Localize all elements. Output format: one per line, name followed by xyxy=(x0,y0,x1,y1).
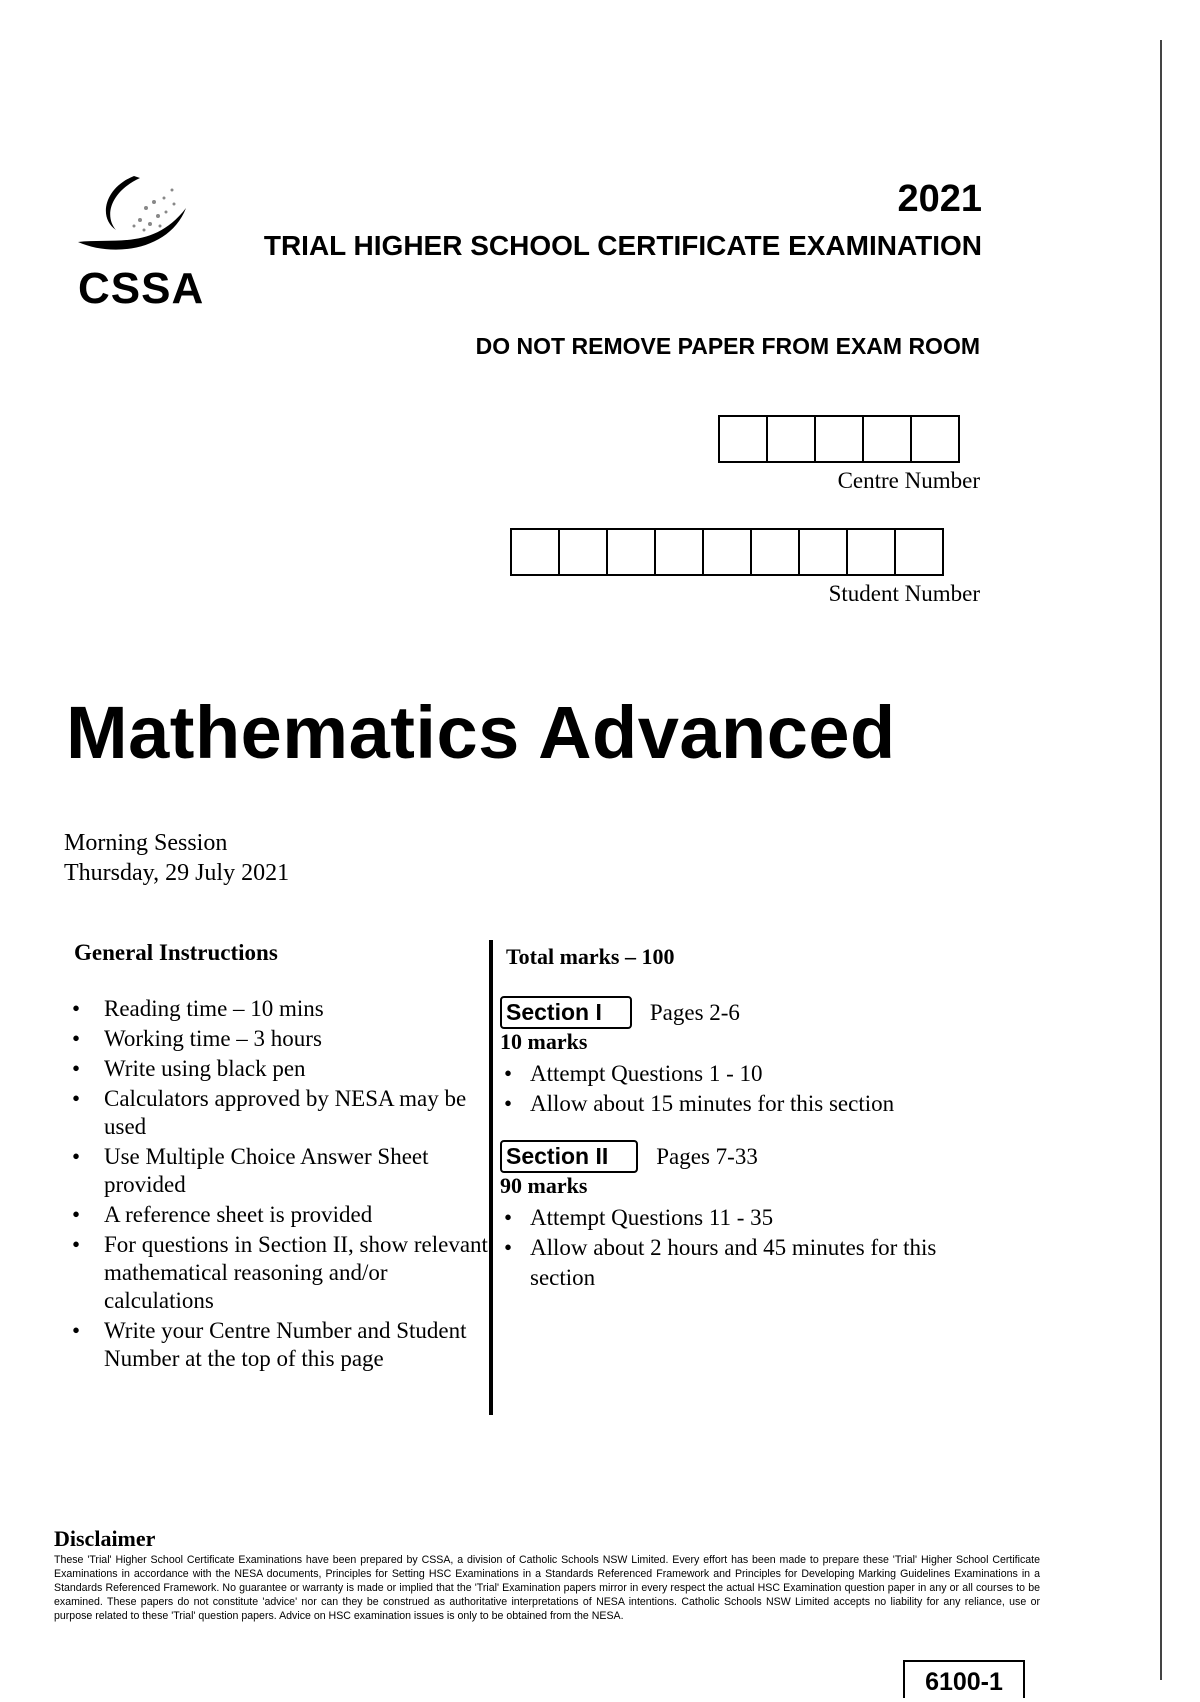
instruction-item: • Calculators approved by NESA may be used xyxy=(70,1085,490,1141)
centre-number-cell[interactable] xyxy=(766,415,816,463)
section-2-item: • Allow about 2 hours and 45 minutes for this section xyxy=(500,1233,970,1293)
cssa-logo-swoosh-icon xyxy=(74,168,204,268)
instruction-item: • Use Multiple Choice Answer Sheet provided xyxy=(70,1143,490,1199)
exam-room-notice: DO NOT REMOVE PAPER FROM EXAM ROOM xyxy=(475,333,980,359)
general-instructions-list xyxy=(70,995,490,1375)
logo-text: CSSA xyxy=(78,264,205,313)
centre-number-label: Centre Number xyxy=(837,468,980,493)
student-number-cell[interactable] xyxy=(846,528,896,576)
student-number-cell[interactable] xyxy=(750,528,800,576)
student-number-cell[interactable] xyxy=(510,528,560,576)
instruction-item: • Working time – 3 hours xyxy=(70,1025,490,1053)
section-2-list xyxy=(500,1203,970,1293)
section-1-marks: 10 marks xyxy=(500,1029,588,1054)
instruction-item: • For questions in Section II, show relevant mathematical reasoning and/or calculations xyxy=(70,1231,490,1315)
section-2-item: • Attempt Questions 11 - 35 xyxy=(500,1203,970,1233)
student-number-label: Student Number xyxy=(828,581,980,606)
session-date: Thursday, 29 July 2021 xyxy=(64,860,290,886)
student-number-cell[interactable] xyxy=(606,528,656,576)
scan-edge-line xyxy=(1160,40,1162,1680)
general-instructions-heading: General Instructions xyxy=(74,940,278,965)
disclaimer-heading: Disclaimer xyxy=(54,1526,156,1551)
section-2-pages: Pages 7-33 xyxy=(656,1144,758,1169)
centre-number-boxes[interactable] xyxy=(720,415,960,463)
centre-number-cell[interactable] xyxy=(814,415,864,463)
centre-number-cell[interactable] xyxy=(862,415,912,463)
section-1-pages: Pages 2-6 xyxy=(649,1000,740,1025)
section-1-label: Section I xyxy=(500,996,632,1029)
exam-title: TRIAL HIGHER SCHOOL CERTIFICATE EXAMINATION xyxy=(263,230,982,261)
student-number-cell[interactable] xyxy=(798,528,848,576)
centre-number-cell[interactable] xyxy=(718,415,768,463)
exam-year: 2021 xyxy=(897,178,982,220)
section-1-item: • Attempt Questions 1 - 10 xyxy=(500,1059,970,1089)
section-2-label: Section II xyxy=(500,1140,638,1173)
session-name: Morning Session xyxy=(64,830,228,856)
subject-title: Mathematics Advanced xyxy=(66,691,896,774)
student-number-cell[interactable] xyxy=(702,528,752,576)
total-marks: Total marks – 100 xyxy=(506,944,675,969)
instruction-item: • Write using black pen xyxy=(70,1055,490,1083)
student-number-cell[interactable] xyxy=(558,528,608,576)
student-number-cell[interactable] xyxy=(654,528,704,576)
column-divider xyxy=(489,940,493,1415)
instruction-item: • Reading time – 10 mins xyxy=(70,995,490,1023)
student-number-cell[interactable] xyxy=(894,528,944,576)
student-number-boxes[interactable] xyxy=(512,528,944,576)
section-1-info xyxy=(500,996,970,1119)
centre-number-cell[interactable] xyxy=(910,415,960,463)
paper-code: 6100-1 xyxy=(903,1660,1025,1698)
section-2-marks: 90 marks xyxy=(500,1173,588,1198)
instruction-item: • A reference sheet is provided xyxy=(70,1201,490,1229)
disclaimer-text: These 'Trial' Higher School Certificate Examinations have been prepared by CSSA, a division of Catholic Schools NSW Limited. Every effort has been made to prepare these 'Trial' Higher School Certificate Examinations in accordance with the NESA documents, Principles for Setting HSC Examinations in a Standards Referenced Framework and Principles for Developing Marking Guidelines Examinations in a Standards Referenced Framework. No guarantee or warranty is made or implied that the 'Trial' Examination papers mirror in every respect the actual HSC Examination question paper in any or all courses to be examined. These papers do not constitute 'advice' nor can they be construed as authoritative interpretations of NESA intentions. Catholic Schools NSW Limited accepts no liability for any reliance, use or purpose related to these 'Trial' question papers. Advice on HSC examination issues is only to be obtained from the NESA. xyxy=(54,1554,1040,1622)
session-info xyxy=(64,828,289,888)
section-2-info xyxy=(500,1140,970,1293)
instruction-item: • Write your Centre Number and Student Number at the top of this page xyxy=(70,1317,490,1373)
section-1-list xyxy=(500,1059,970,1119)
cssa-logo xyxy=(70,168,210,313)
section-1-item: • Allow about 15 minutes for this section xyxy=(500,1089,970,1119)
